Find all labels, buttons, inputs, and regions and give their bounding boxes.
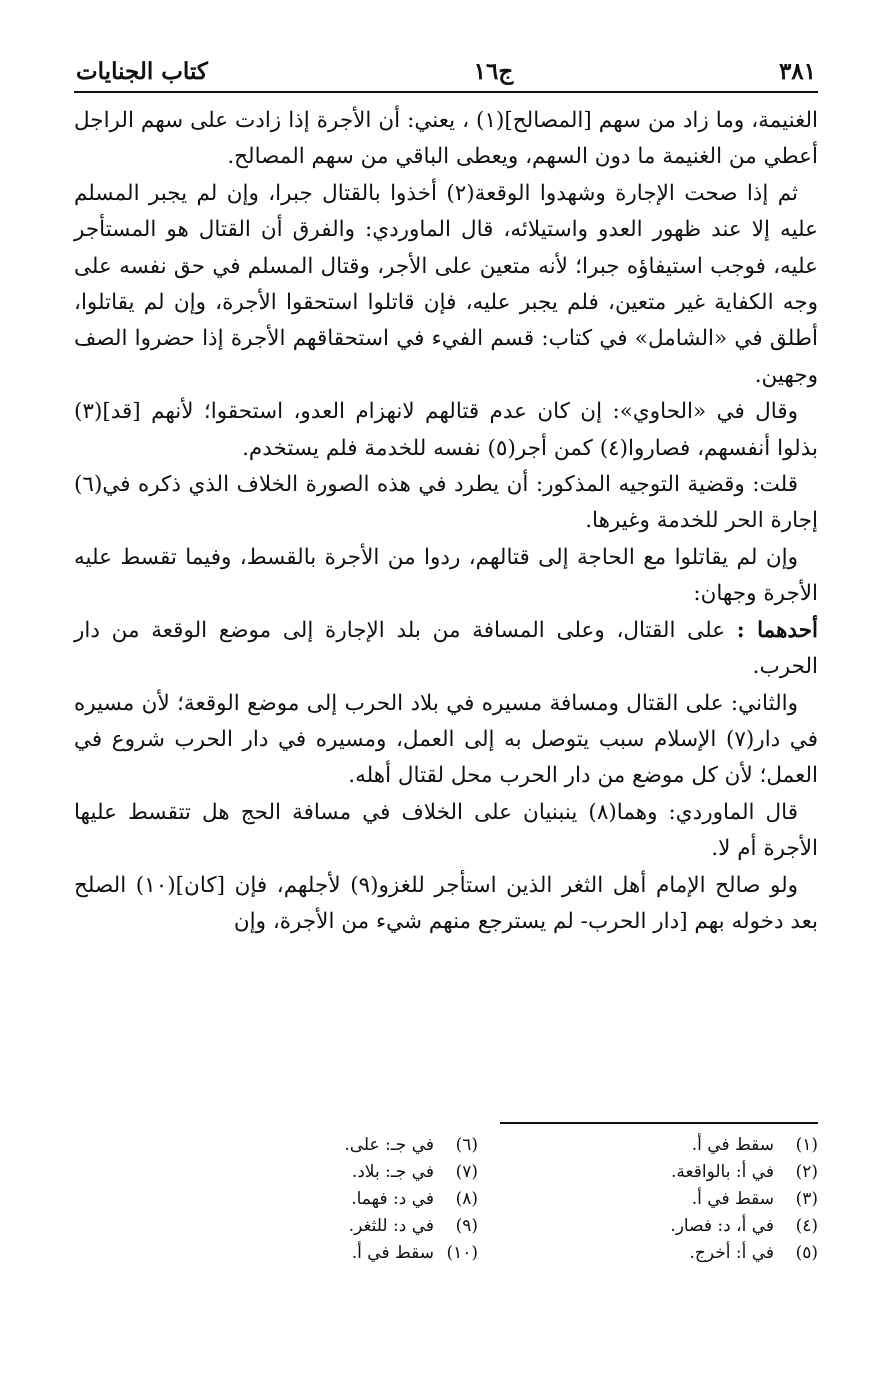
footnote bbox=[200, 1186, 478, 1213]
footnote-text: في د: للثغر. bbox=[348, 1216, 434, 1236]
footnote-number: (١٠) bbox=[446, 1243, 478, 1263]
footnote-text: سقط في أ. bbox=[691, 1189, 774, 1209]
paragraph: والثاني: على القتال ومسافة مسيره في بلاد الحرب إلى موضع الوقعة؛ لأن مسيره في دار(٧) الإسلام سبب يتوصل به إلى العمل، ومسيره في دار الحرب شروع في العمل؛ لأن كل موضع من دار الحرب محل لقتال أهله. bbox=[74, 690, 818, 789]
paragraph: ولو صالح الإمام أهل الثغر الذين استأجر للغزو(٩) لأجلهم، فإن [كان](١٠) الصلح بعد دخوله بهم [دار الحرب- لم يسترجع منهم شيء من الأجرة، وإن bbox=[74, 872, 818, 934]
footnote bbox=[200, 1240, 478, 1267]
footnote-text: سقط في أ. bbox=[351, 1243, 434, 1263]
footnote-number: (٣) bbox=[795, 1189, 818, 1209]
page-number: ٣٨١ bbox=[778, 58, 816, 85]
footnotes-left-column bbox=[200, 1132, 478, 1267]
book-title: كتاب الجنايات bbox=[76, 58, 208, 85]
footnote-separator bbox=[500, 1122, 818, 1124]
footnotes bbox=[200, 1132, 818, 1267]
first-option-label: أحدهما : bbox=[736, 617, 818, 643]
footnote-text: في أ: بالواقعة. bbox=[671, 1162, 774, 1182]
footnote bbox=[200, 1132, 478, 1159]
paragraph: قلت: وقضية التوجيه المذكور: أن يطرد في هذه الصورة الخلاف الذي ذكره في(٦) إجارة الحر للخدمة وغيرها. bbox=[74, 472, 818, 534]
footnote bbox=[478, 1132, 818, 1159]
footnote-text: في أ: أخرج. bbox=[689, 1243, 774, 1263]
footnote-number: (١) bbox=[795, 1135, 818, 1155]
footnote-number: (٤) bbox=[795, 1216, 818, 1236]
paragraph-first-option bbox=[74, 613, 818, 686]
footnote-number: (٧) bbox=[455, 1162, 478, 1182]
footnotes-right-column bbox=[478, 1132, 818, 1267]
paragraph: الغنيمة، وما زاد من سهم [المصالح](١) ، يعني: أن الأجرة إذا زادت على سهم الراجل أعطي من الغنيمة ما دون السهم، ويعطى الباقي من سهم المصالح. bbox=[74, 108, 819, 170]
volume-number: ج١٦ bbox=[473, 58, 514, 85]
footnote bbox=[478, 1240, 818, 1267]
footnote-text: سقط في أ. bbox=[691, 1135, 774, 1155]
footnote-text: في أ، د: فصار. bbox=[670, 1216, 774, 1236]
paragraph: وقال في «الحاوي»: إن كان عدم قتالهم لانهزام العدو، استحقوا؛ لأنهم [قد](٣) بذلوا أنفسهم، فصاروا(٤) كمن أجر(٥) نفسه للخدمة فلم يستخدم. bbox=[74, 399, 818, 461]
footnote bbox=[478, 1186, 818, 1213]
footnote-text: في د: فهما. bbox=[351, 1189, 434, 1209]
page bbox=[74, 58, 818, 940]
footnote-number: (٥) bbox=[795, 1243, 818, 1263]
footnote bbox=[478, 1159, 818, 1186]
footnote-number: (٢) bbox=[795, 1162, 818, 1182]
footnote-text: في جـ: بلاد. bbox=[351, 1162, 434, 1182]
footnote bbox=[200, 1159, 478, 1186]
footnote bbox=[478, 1213, 818, 1240]
footnote-text: في جـ: على. bbox=[344, 1135, 434, 1155]
paragraph: وإن لم يقاتلوا مع الحاجة إلى قتالهم، ردوا من الأجرة بالقسط، وفيما تقسط عليه الأجرة وجهان: bbox=[74, 544, 818, 607]
paragraph: ثم إذا صحت الإجارة وشهدوا الوقعة(٢) أخذوا بالقتال جبرا، وإن لم يجبر المسلم عليه إلا عند ظهور العدو واستيلائه، قال الماوردي: والفرق أن القتال هو المستأجر عليه، فوجب استيفاؤه جبرا؛ لأنه متعين على الأجر، وقتال المسلم في حق نفسه على وجه الكفاية غير متعين، فلم يجبر عليه، فإن قاتلوا استحقوا الأجرة، وإن لم يقاتلوا، أطلق في «الشامل» في كتاب: قسم الفيء في استحقاقهم الأجرة إذا حضروا الصف وجهين. bbox=[74, 180, 818, 388]
paragraph-text: على القتال، وعلى المسافة من بلد الإجارة إلى موضع الوقعة من دار الحرب. bbox=[74, 617, 818, 680]
footnote-number: (٨) bbox=[455, 1189, 478, 1209]
main-text bbox=[74, 103, 818, 940]
footnote-number: (٩) bbox=[455, 1216, 478, 1236]
footnote-number: (٦) bbox=[455, 1135, 478, 1155]
footnote bbox=[200, 1213, 478, 1240]
running-header bbox=[74, 58, 818, 93]
paragraph: قال الماوردي: وهما(٨) ينبنيان على الخلاف في مسافة الحج هل تتقسط عليها الأجرة أم لا. bbox=[74, 799, 818, 862]
